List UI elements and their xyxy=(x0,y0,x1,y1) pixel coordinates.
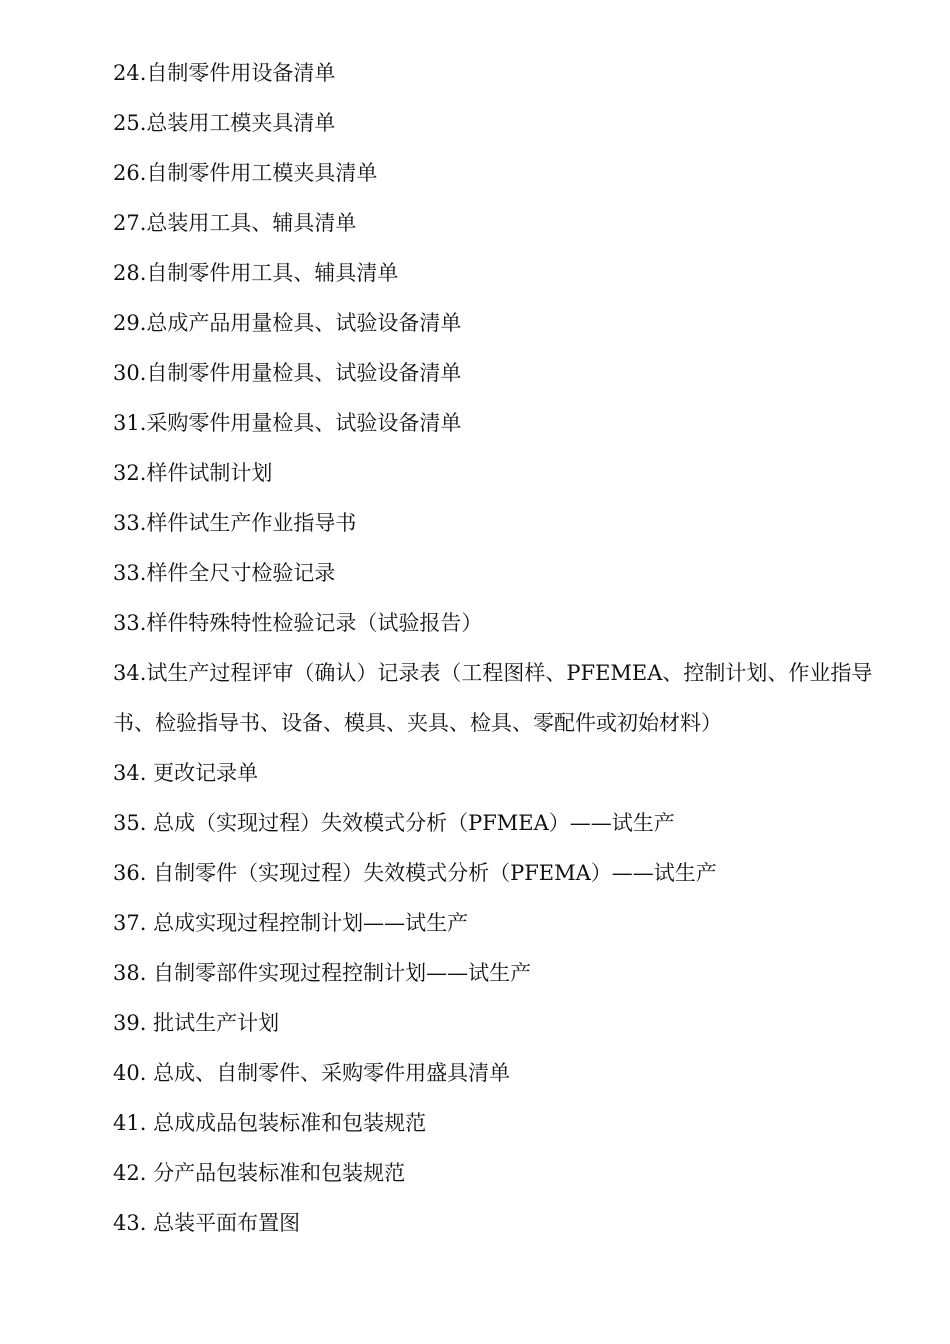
list-item: 35. 总成（实现过程）失效模式分析（PFMEA）——试生产 xyxy=(113,811,675,835)
list-item: 31.采购零件用量检具、试验设备清单 xyxy=(113,411,462,435)
list-item: 37. 总成实现过程控制计划——试生产 xyxy=(113,911,469,935)
list-item: 30.自制零件用量检具、试验设备清单 xyxy=(113,361,462,385)
list-item: 32.样件试制计划 xyxy=(113,461,273,485)
list-item: 28.自制零件用工具、辅具清单 xyxy=(113,261,399,285)
list-item: 40. 总成、自制零件、采购零件用盛具清单 xyxy=(113,1061,511,1085)
list-item: 34.试生产过程评审（确认）记录表（工程图样、PFEMEA、控制计划、作业指导书、检验指导书、设备、模具、夹具、检具、零配件或初始材料） xyxy=(113,661,873,735)
list-item: 34. 更改记录单 xyxy=(113,761,259,785)
list-item: 29.总成产品用量检具、试验设备清单 xyxy=(113,311,462,335)
list-item: 36. 自制零件（实现过程）失效模式分析（PFEMA）——试生产 xyxy=(113,861,717,885)
list-item: 26.自制零件用工模夹具清单 xyxy=(113,161,378,185)
list-item: 38. 自制零部件实现过程控制计划——试生产 xyxy=(113,961,532,985)
list-item: 27.总装用工具、辅具清单 xyxy=(113,211,357,235)
list-item: 43. 总装平面布置图 xyxy=(113,1211,301,1235)
document-list xyxy=(113,48,893,1248)
list-item: 25.总装用工模夹具清单 xyxy=(113,111,336,135)
list-item: 33.样件试生产作业指导书 xyxy=(113,511,357,535)
list-item: 42. 分产品包装标准和包装规范 xyxy=(113,1161,406,1185)
list-item: 24.自制零件用设备清单 xyxy=(113,61,336,85)
list-item: 39. 批试生产计划 xyxy=(113,1011,280,1035)
list-item: 33.样件全尺寸检验记录 xyxy=(113,561,336,585)
list-item: 41. 总成成品包装标准和包装规范 xyxy=(113,1111,427,1135)
list-item: 33.样件特殊特性检验记录（试验报告） xyxy=(113,611,483,635)
